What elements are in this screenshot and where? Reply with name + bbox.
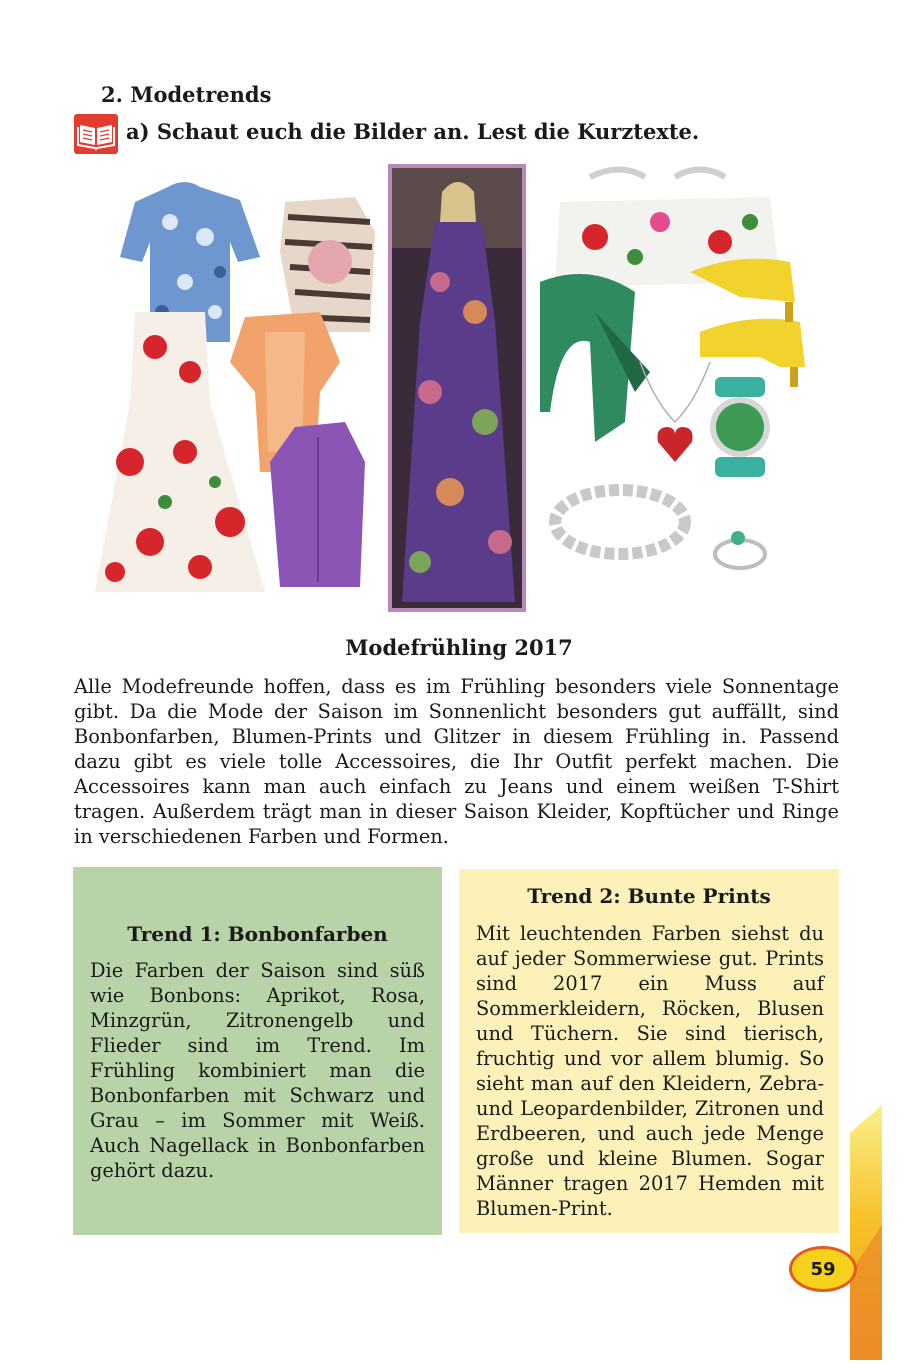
page-edge-decoration <box>850 1105 882 1360</box>
section-heading: 2. Modetrends <box>101 82 272 107</box>
zebra-print-top-image <box>280 197 375 332</box>
task-instruction: a) Schaut euch die Bilder an. Lest die Kurztexte. <box>126 119 700 144</box>
heart-necklace-image <box>640 362 710 462</box>
article-title: Modefrühling 2017 <box>345 635 573 660</box>
turquoise-ring-image <box>715 531 765 568</box>
trend2-title: Trend 2: Bunte Prints <box>527 884 771 908</box>
pearl-bracelet-image <box>555 490 685 554</box>
green-scarf-image <box>540 274 650 442</box>
page-number-badge: 59 <box>789 1246 857 1292</box>
trend1-text: Die Farben der Saison sind süß wie Bonbons: Aprikot, Rosa, Minzgrün, Zitronengelb und Flieder sind im Trend. Im Frühling kombiniert man die Bonbonfarben mit Schwarz und Grau – im Sommer mit Weiß. Auch Nagellack in Bonbonfarben gehört dazu. <box>90 959 425 1182</box>
wristwatch-image <box>710 377 770 477</box>
open-book-icon <box>74 114 118 154</box>
trend1-box <box>73 867 442 1235</box>
trend2-text: Mit leuchtenden Farben siehst du auf jeder Sommerwiese gut. Prints sind 2017 ein Muss auf Sommerkleidern, Röcken, Blusen und Tüchern. Sie sind tierisch, fruchtig und vor allem blumig. So sieht man auf den Kleidern, Zebra- und Leopardenbilder, Zitronen und Erdbeeren, und auch jede Menge große und kleine Blumen. Sogar Männer tragen 2017 Hemden mit Blumen-Print. <box>476 922 824 1220</box>
fashion-photo-collage <box>90 162 825 614</box>
lilac-blouse-image <box>270 422 365 587</box>
article-text: Alle Modefreunde hoffen, dass es im Frühling besonders viele Sonnentage gibt. Da die Mode der Saison im Sonnenlicht besonders gut auffällt, sind Bonbonfarben, Blumen-Prints und Glitzer in diesem Frühling in. Passend dazu gibt es viele tolle Accessoires, die Ihr Outfit perfekt machen. Die Accessoires kann man auch einfach zu Jeans und einem weißen T-Shirt tragen. Außerdem trägt man in dieser Saison Kleider, Kopftücher und Ringe in verschiedenen Farben und Formen. <box>74 675 839 848</box>
runway-model-image <box>388 164 526 612</box>
trend1-title: Trend 1: Bonbonfarben <box>127 922 388 946</box>
trend2-box <box>459 869 839 1233</box>
